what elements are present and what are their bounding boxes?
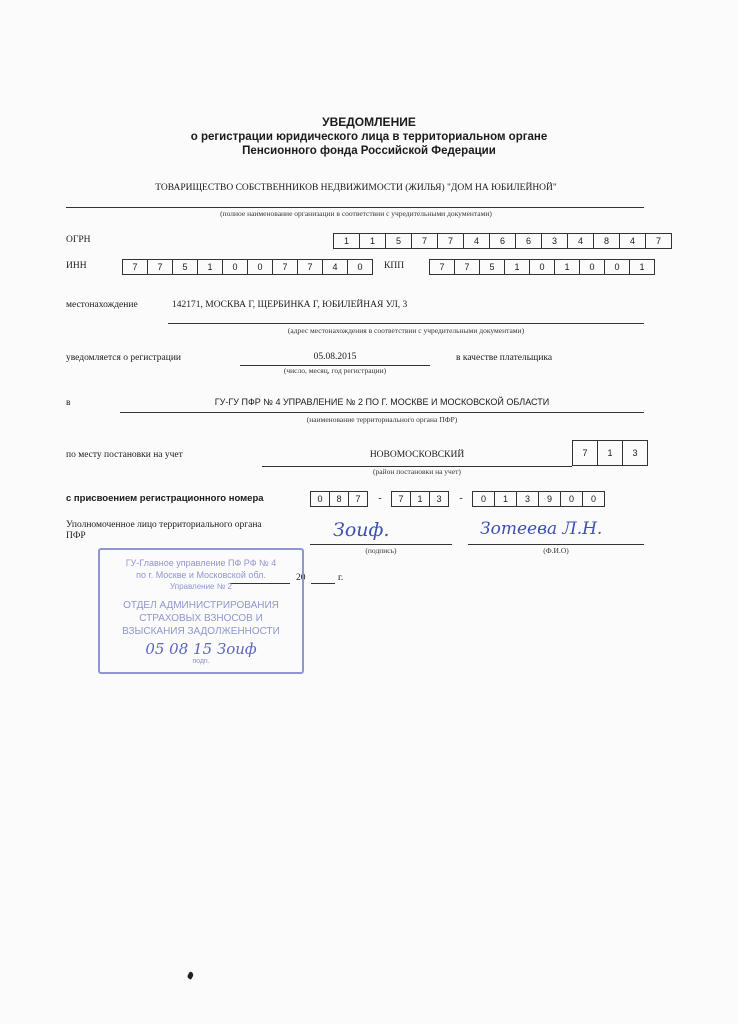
- location-caption: (адрес местонахождения в соответствии с учредительными документами): [287, 326, 525, 335]
- ogrn-digit-cell: 6: [489, 233, 516, 249]
- reg-number-separator: -: [378, 492, 382, 504]
- notice-subtitle-1: о регистрации юридического лица в территориальном органе: [190, 131, 548, 143]
- date-year-suffix: г.: [338, 573, 344, 583]
- ogrn-digit-cell: 7: [645, 233, 672, 249]
- reg-number-digit-cell: 0: [472, 491, 495, 507]
- reg-number-digit-cell: 8: [329, 491, 349, 507]
- stamp-line-2: по г. Москве и Московской обл.: [136, 570, 266, 580]
- district-code-cell: 3: [622, 440, 648, 466]
- stamp-line-4: ОТДЕЛ АДМИНИСТРИРОВАНИЯ: [123, 600, 279, 611]
- inn-digit-cell: 0: [247, 259, 273, 275]
- registration-date: 05.08.2015: [313, 352, 357, 362]
- reg-number-digit-cell: 0: [560, 491, 583, 507]
- ogrn-digit-cell: 7: [411, 233, 438, 249]
- ogrn-digit-cell: 5: [385, 233, 412, 249]
- registration-label: уведомляется о регистрации: [66, 353, 182, 363]
- location-line: [168, 323, 644, 324]
- location-value: 142171, МОСКВА Г, ЩЕРБИНКА Г, ЮБИЛЕЙНАЯ УЛ, 3: [172, 300, 408, 310]
- reg-number-label: с присвоением регистрационного номера: [66, 493, 264, 504]
- registration-suffix: в качестве плательщика: [456, 353, 553, 363]
- district-name: НОВОМОСКОВСКИЙ: [369, 450, 465, 460]
- kpp-cells: [429, 259, 655, 275]
- date-year-prefix: 20: [296, 573, 306, 583]
- name-line: [468, 544, 644, 545]
- location-label: местонахождение: [66, 300, 138, 310]
- inn-digit-cell: 7: [297, 259, 323, 275]
- inn-digit-cell: 5: [172, 259, 198, 275]
- ogrn-digit-cell: 3: [541, 233, 568, 249]
- inn-digit-cell: 0: [347, 259, 373, 275]
- ogrn-digit-cell: 4: [567, 233, 594, 249]
- reg-number-digit-cell: 0: [310, 491, 330, 507]
- ogrn-digit-cell: 7: [437, 233, 464, 249]
- inn-cells: [122, 259, 373, 275]
- organization-name: ТОВАРИЩЕСТВО СОБСТВЕННИКОВ НЕДВИЖИМОСТИ (ЖИЛЬЯ) "ДОМ НА ЮБИЛЕЙНОЙ": [155, 183, 557, 193]
- stamp-handwritten: 05 08 15 Зоиф: [145, 640, 257, 658]
- ogrn-label: ОГРН: [66, 235, 91, 245]
- ogrn-digit-cell: 6: [515, 233, 542, 249]
- inn-digit-cell: 0: [222, 259, 248, 275]
- stamp-line-1: ГУ-Главное управление ПФ РФ № 4: [125, 558, 277, 568]
- kpp-digit-cell: 7: [454, 259, 480, 275]
- notice-subtitle-2: Пенсионного фонда Российской Федерации: [242, 145, 496, 157]
- reg-number-digit-cell: 1: [410, 491, 430, 507]
- kpp-digit-cell: 0: [604, 259, 630, 275]
- inn-label: ИНН: [66, 261, 87, 271]
- inn-digit-cell: 1: [197, 259, 223, 275]
- ogrn-digit-cell: 4: [463, 233, 490, 249]
- stamp-footer: подп.: [192, 658, 210, 665]
- notice-title: УВЕДОМЛЕНИЕ: [322, 115, 416, 129]
- kpp-digit-cell: 1: [629, 259, 655, 275]
- authority-caption: (наименование территориального органа ПФР): [306, 415, 458, 424]
- district-code-cells: [572, 440, 648, 466]
- reg-number-digit-cell: 9: [538, 491, 561, 507]
- kpp-digit-cell: 1: [504, 259, 530, 275]
- reg-number-digit-cell: 1: [494, 491, 517, 507]
- signature-line: [310, 544, 452, 545]
- authority-name: ГУ-ГУ ПФР № 4 УПРАВЛЕНИЕ № 2 ПО Г. МОСКВЕ И МОСКОВСКОЙ ОБЛАСТИ: [214, 397, 550, 407]
- signature-caption: (подпись): [365, 546, 397, 555]
- reg-number-separator: -: [459, 492, 463, 504]
- reg-number-digit-cell: 0: [582, 491, 605, 507]
- ogrn-digit-cell: 4: [619, 233, 646, 249]
- ogrn-digit-cell: 8: [593, 233, 620, 249]
- ink-mark: [187, 971, 195, 980]
- district-caption: (район постановки на учет): [373, 467, 461, 476]
- inn-digit-cell: 4: [322, 259, 348, 275]
- district-label: по месту постановки на учет: [66, 450, 183, 460]
- official-name-handwritten: Зотеева Л.Н.: [480, 519, 603, 539]
- inn-digit-cell: 7: [122, 259, 148, 275]
- reg-number-digit-cell: 7: [348, 491, 368, 507]
- official-signature: Зоиф.: [333, 519, 390, 541]
- kpp-digit-cell: 0: [579, 259, 605, 275]
- district-code-cell: 1: [597, 440, 623, 466]
- ogrn-cells: [333, 233, 672, 249]
- reg-number-digit-cell: 3: [516, 491, 539, 507]
- organization-line: [66, 207, 644, 208]
- year-line: [311, 583, 335, 584]
- reg-number-digit-cell: 3: [429, 491, 449, 507]
- registration-caption: (число, месяц, год регистрации): [283, 366, 387, 375]
- kpp-digit-cell: 7: [429, 259, 455, 275]
- inn-digit-cell: 7: [272, 259, 298, 275]
- organization-caption: (полное наименование организации в соответствии с учредительными документами): [220, 209, 492, 218]
- name-caption: (Ф.И.О): [543, 546, 569, 555]
- authority-prefix: в: [66, 398, 71, 408]
- kpp-digit-cell: 5: [479, 259, 505, 275]
- authority-line: [120, 412, 644, 413]
- official-label-2: ПФР: [66, 531, 86, 541]
- ogrn-digit-cell: 1: [333, 233, 360, 249]
- district-code-cell: 7: [572, 440, 598, 466]
- stamp-line-6: ВЗЫСКАНИЯ ЗАДОЛЖЕННОСТИ: [122, 626, 280, 637]
- stamp-line-5: СТРАХОВЫХ ВЗНОСОВ И: [139, 613, 263, 624]
- registration-stamp: [98, 548, 304, 674]
- stamp-line-3: Управление № 2: [170, 582, 232, 591]
- ogrn-digit-cell: 1: [359, 233, 386, 249]
- reg-number-digit-cell: 7: [391, 491, 411, 507]
- reg-number-cells: [310, 491, 605, 507]
- kpp-digit-cell: 1: [554, 259, 580, 275]
- kpp-digit-cell: 0: [529, 259, 555, 275]
- kpp-label: КПП: [384, 261, 405, 271]
- inn-digit-cell: 7: [147, 259, 173, 275]
- official-label-1: Уполномоченное лицо территориального органа: [66, 520, 262, 530]
